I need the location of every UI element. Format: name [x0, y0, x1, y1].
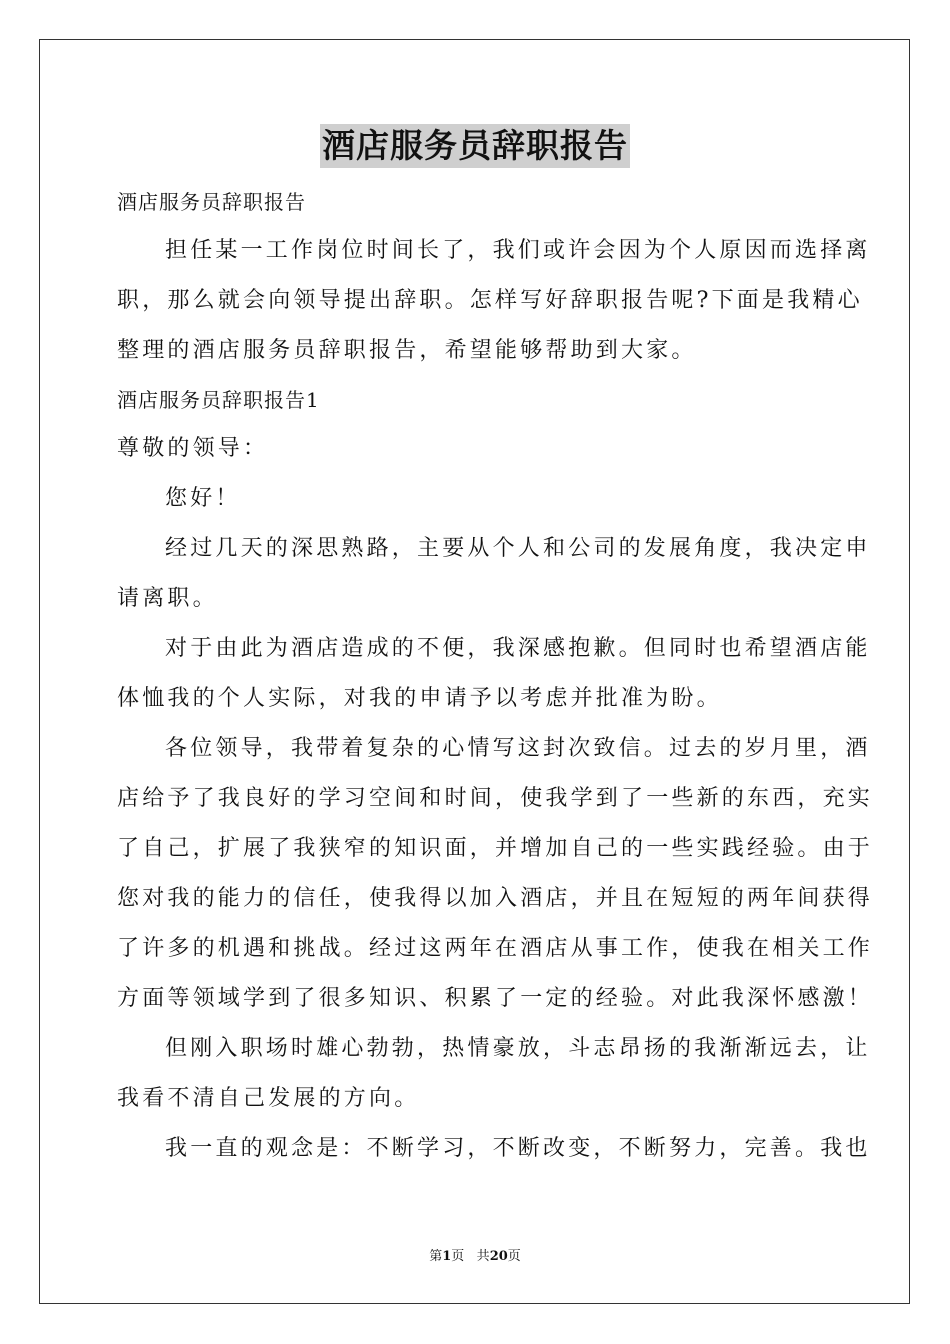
text-line: 尊敬的领导：: [117, 436, 269, 461]
text-line: 请离职。: [117, 586, 218, 611]
text-line: 整理的酒店服务员辞职报告，希望能够帮助到大家。: [117, 338, 697, 363]
text-line: 您对我的能力的信任，使我得以加入酒店，并且在短短的两年间获得: [117, 886, 874, 911]
footer-page-number: 1: [442, 1249, 452, 1264]
text-line: 但刚入职场时雄心勃勃，热情豪放，斗志昂扬的我渐渐远去，让: [165, 1036, 871, 1061]
text-line: 店给予了我良好的学习空间和时间，使我学到了一些新的东西，充实: [117, 786, 874, 811]
text-line: 经过几天的深思熟路，主要从个人和公司的发展角度，我决定申: [165, 536, 871, 561]
text-line: 我一直的观念是：不断学习，不断改变，不断努力，完善。我也: [165, 1136, 871, 1161]
footer-page-prefix: 第: [429, 1249, 443, 1264]
text-line: 担任某一工作岗位时间长了，我们或许会因为个人原因而选择离: [165, 238, 871, 263]
footer-total-number: 20: [489, 1249, 508, 1264]
text-line: 了许多的机遇和挑战。经过这两年在酒店从事工作，使我在相关工作: [117, 936, 874, 961]
text-line: 酒店服务员辞职报告1: [117, 388, 320, 412]
document-title: 酒店服务员辞职报告: [320, 124, 630, 168]
text-line: 职，那么就会向领导提出辞职。怎样写好辞职报告呢?下面是我精心: [117, 288, 863, 313]
text-line: 对于由此为酒店造成的不便，我深感抱歉。但同时也希望酒店能: [165, 636, 871, 661]
page-footer: [0, 1248, 950, 1266]
text-line: 我看不清自己发展的方向。: [117, 1086, 420, 1111]
document-body: [117, 178, 874, 1174]
text-line: 方面等领域学到了很多知识、积累了一定的经验。对此我深怀感激！: [117, 986, 874, 1011]
footer-total-prefix: 共: [476, 1249, 490, 1264]
text-line: 体恤我的个人实际，对我的申请予以考虑并批准为盼。: [117, 686, 722, 711]
text-line: 酒店服务员辞职报告: [117, 190, 306, 214]
footer-total-suffix: 页: [507, 1249, 521, 1264]
text-line: 您好！: [165, 486, 241, 511]
text-line: 了自己，扩展了我狭窄的知识面，并增加自己的一些实践经验。由于: [117, 836, 874, 861]
footer-page-suffix: 页: [451, 1249, 465, 1264]
text-line: 各位领导，我带着复杂的心情写这封次致信。过去的岁月里，酒: [165, 736, 871, 761]
title-container: [0, 124, 950, 168]
